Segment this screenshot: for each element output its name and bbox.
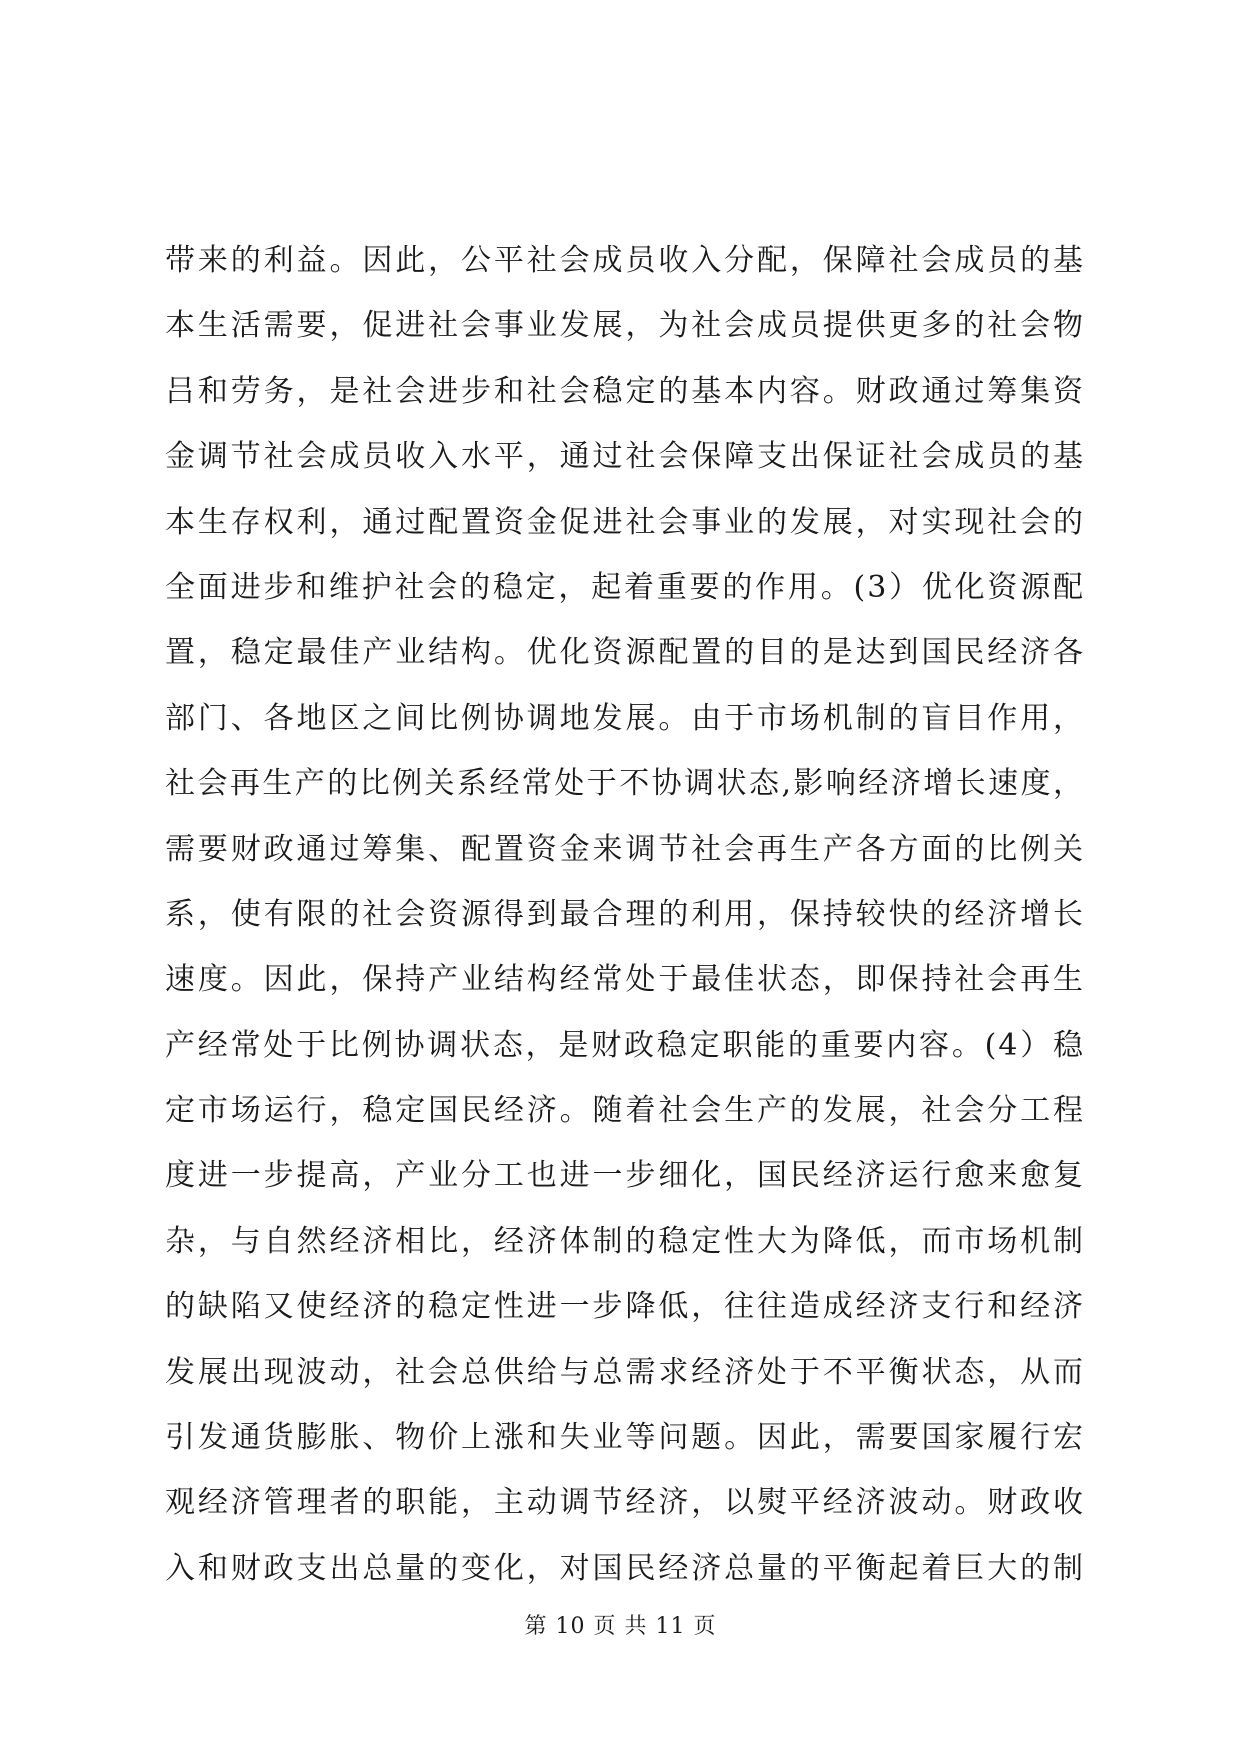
text-line: 金调节社会成员收入水平，通过社会保障支出保证社会成员的基: [165, 439, 1085, 475]
text-line: 带来的利益。因此，公平社会成员收入分配，保障社会成员的基: [165, 243, 1085, 278]
text-line: 本生存权利，通过配置资金促进社会事业的发展，对实现社会的: [165, 504, 1085, 540]
text-line: 度进一步提高，产业分工也进一步细化，国民经济运行愈来愈复: [165, 1158, 1085, 1194]
text-line: 吕和劳务，是社会进步和社会稳定的基本内容。财政通过筹集资: [165, 373, 1085, 409]
text-line: 发展出现波动，社会总供给与总需求经济处于不平衡状态，从而: [165, 1354, 1085, 1390]
text-line: 的缺陷又使经济的稳定性进一步降低，往往造成经济支行和经济: [165, 1289, 1085, 1325]
text-line: 系，使有限的社会资源得到最合理的利用，保持较快的经济增长: [165, 896, 1085, 932]
text-line: 杂，与自然经济相比，经济体制的稳定性大为降低，而市场机制: [165, 1223, 1085, 1259]
text-line: 引发通货膨胀、物价上涨和失业等问题。因此，需要国家履行宏: [165, 1420, 1085, 1456]
text-line: 产经常处于比例协调状态，是财政稳定职能的重要内容。(4）稳: [165, 1027, 1085, 1063]
text-line: 社会再生产的比例关系经常处于不协调状态,影响经济增长速度，: [165, 766, 1085, 802]
text-line: 入和财政支出总量的变化，对国民经济总量的平衡起着巨大的制: [165, 1550, 1085, 1586]
text-line: 需要财政通过筹集、配置资金来调节社会再生产各方面的比例关: [165, 831, 1085, 867]
text-line: 部门、各地区之间比例协调地发展。由于市场机制的盲目作用，: [165, 700, 1085, 736]
page-number: 第 10 页 共 11 页: [524, 1614, 717, 1639]
body-text: [165, 228, 1085, 1601]
text-line: 本生活需要，促进社会事业发展，为社会成员提供更多的社会物: [165, 308, 1085, 344]
text-line: 置，稳定最佳产业结构。优化资源配置的目的是达到国民经济各: [165, 635, 1085, 671]
text-line: 观经济管理者的职能，主动调节经济，以熨平经济波动。财政收: [165, 1485, 1085, 1521]
text-line: 全面进步和维护社会的稳定，起着重要的作用。(3）优化资源配: [165, 569, 1085, 605]
text-line: 速度。因此，保持产业结构经常处于最佳状态，即保持社会再生: [165, 962, 1085, 998]
text-line: 定市场运行，稳定国民经济。随着社会生产的发展，社会分工程: [165, 1093, 1085, 1129]
page-footer: [0, 1612, 1241, 1642]
